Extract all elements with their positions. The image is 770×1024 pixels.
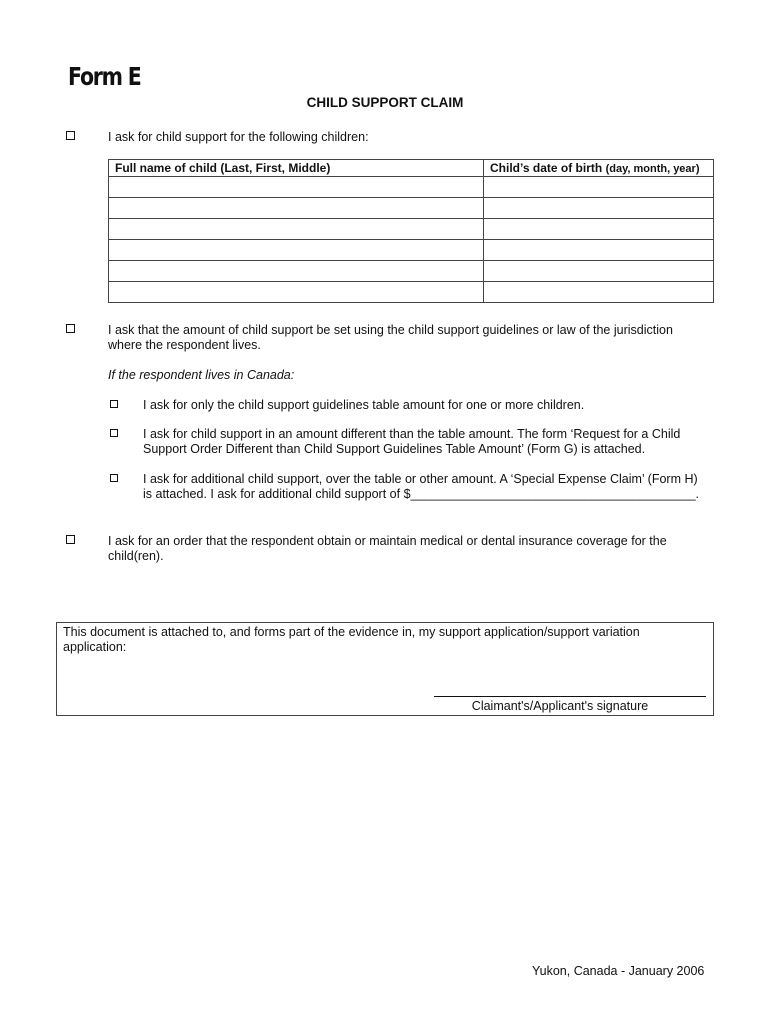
children-table [108,159,714,303]
signature-line[interactable] [434,696,706,697]
col-birth-date-header [484,160,714,177]
checkbox-guidelines-jurisdiction[interactable] [66,324,75,333]
birth-date-cell[interactable] [484,219,714,240]
table-row [109,177,714,198]
table-header-row [109,160,714,177]
child-name-cell[interactable] [109,219,484,240]
child-name-cell[interactable] [109,282,484,303]
option3-line2: is attached. I ask for additional child support of $_________________________________________. [143,487,700,501]
child-name-cell[interactable] [109,198,484,219]
option3-line1: I ask for additional child support, over the table or other amount. A ‘Special Expense Claim’ (Form H) [143,472,698,486]
section2-subheading: If the respondent lives in Canada: [108,368,295,382]
col2-header-text: Child’s date of birth [490,161,603,175]
evidence-text-line1: This document is attached to, and forms part of the evidence in, my support application/support variation [63,625,640,639]
section2-text-line2: where the respondent lives. [108,338,261,352]
form-label: Form E [68,62,141,91]
section2-text-line1: I ask that the amount of child support be set using the child support guidelines or law of the jurisdiction [108,323,673,337]
page-title: CHILD SUPPORT CLAIM [306,95,464,110]
checkbox-different-amount[interactable] [110,429,118,437]
birth-date-cell[interactable] [484,282,714,303]
option2-line2: Support Order Different than Child Support Guidelines Table Amount’ (Form G) is attached. [143,442,646,456]
checkbox-child-support-children[interactable] [66,131,75,140]
table-row [109,240,714,261]
col2-header-note: (day, month, year) [605,163,700,175]
birth-date-cell[interactable] [484,198,714,219]
birth-date-cell[interactable] [484,240,714,261]
child-name-cell[interactable] [109,240,484,261]
birth-date-cell[interactable] [484,177,714,198]
child-name-cell[interactable] [109,177,484,198]
child-name-cell[interactable] [109,261,484,282]
checkbox-additional-support[interactable] [110,474,118,482]
option2-line1: I ask for child support in an amount different than the table amount. The form ‘Request for a Child [143,427,681,441]
table-row [109,282,714,303]
table-row [109,261,714,282]
col-child-name-header [109,160,484,177]
signature-label: Claimant's/Applicant's signature [471,699,649,713]
birth-date-cell[interactable] [484,261,714,282]
section1-text: I ask for child support for the following children: [108,130,369,144]
evidence-text-line2: application: [63,640,127,654]
table-row [109,219,714,240]
table-row [109,198,714,219]
section3-text-line2: child(ren). [108,549,164,563]
checkbox-table-amount[interactable] [110,400,118,408]
footer-text: Yukon, Canada - January 2006 [532,964,705,978]
checkbox-insurance-coverage[interactable] [66,535,75,544]
option1-line1: I ask for only the child support guidelines table amount for one or more children. [143,398,585,412]
section3-text-line1: I ask for an order that the respondent obtain or maintain medical or dental insurance coverage for the [108,534,667,548]
col1-header-text: Full name of child (Last, First, Middle) [115,161,331,175]
